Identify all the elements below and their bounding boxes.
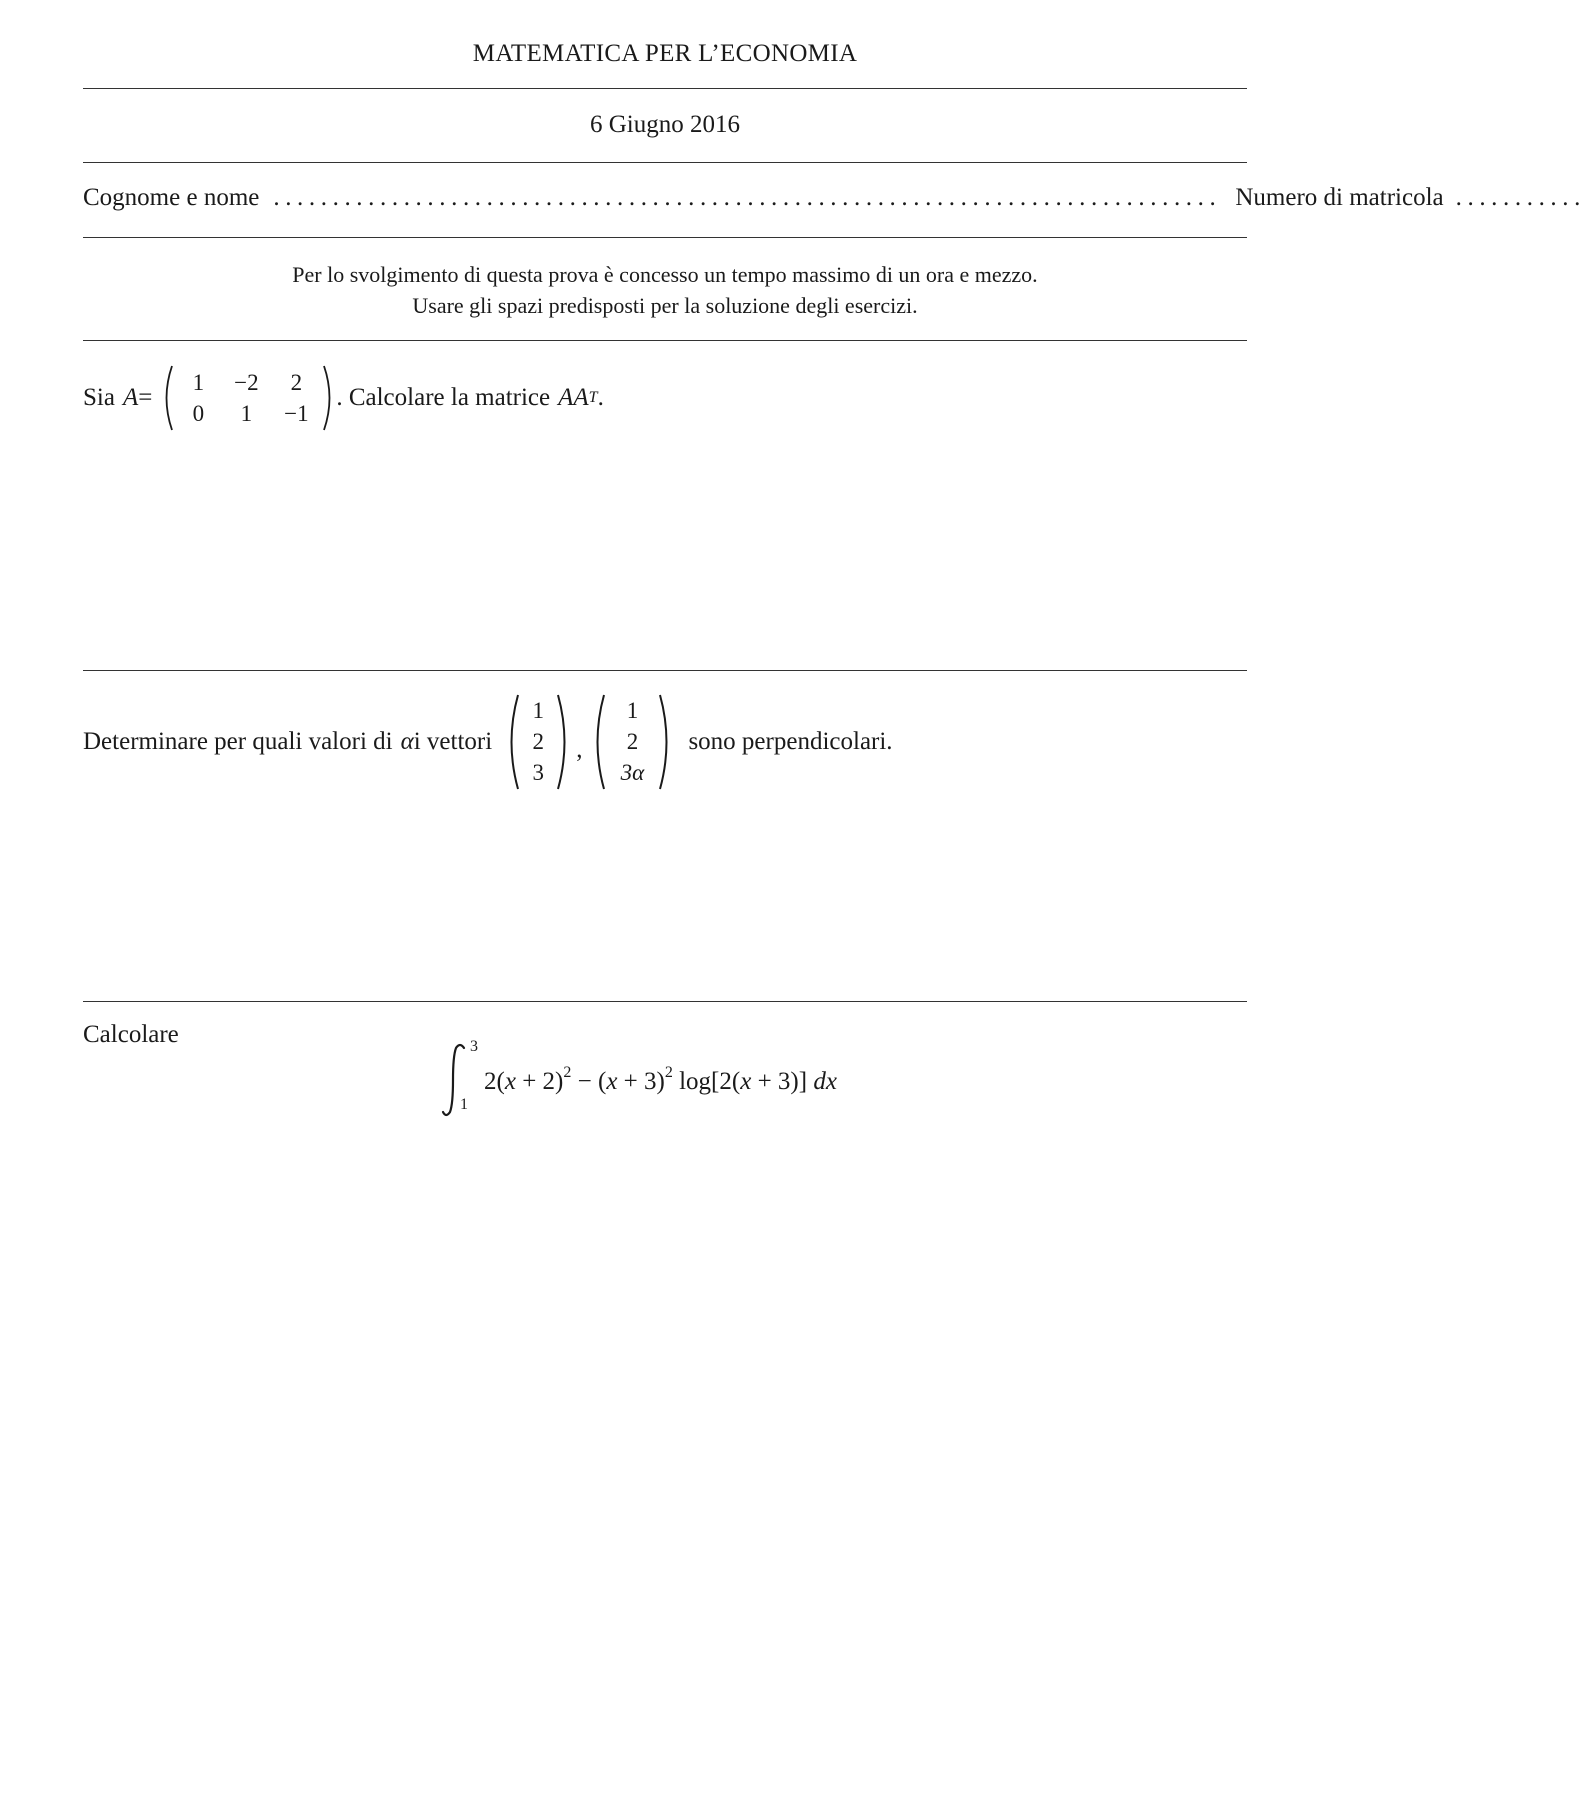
integrand-var: x xyxy=(504,1068,516,1095)
ex2-prefix: Determinare per quali valori di xyxy=(83,728,393,755)
ex1-right-paren xyxy=(322,364,336,432)
vector-cell: 3α xyxy=(620,760,645,785)
ex1-equals: = xyxy=(138,384,153,411)
student-info-row xyxy=(83,184,1586,216)
exam-date: 6 Giugno 2016 xyxy=(590,111,740,138)
name-label: Cognome e nome xyxy=(83,184,260,211)
vector-2 xyxy=(606,696,658,789)
name-field[interactable]: ................................................................................ xyxy=(273,184,1222,211)
vector-1 xyxy=(520,696,556,789)
vector-cell: 2 xyxy=(626,729,639,754)
ex3-integral xyxy=(440,1040,837,1120)
matrix-cell: 0 xyxy=(192,400,205,426)
vec1-left-paren xyxy=(504,693,520,791)
ex2-mid: i vettori xyxy=(413,728,493,755)
ex1-instruction: . Calcolare la matrice xyxy=(336,384,551,411)
matrix-cell: 2 xyxy=(290,369,303,395)
integrand-var: x xyxy=(606,1068,618,1095)
exam-title: MATEMATICA PER L’ECONOMIA xyxy=(472,40,858,67)
matrix-cell: −2 xyxy=(234,369,259,395)
ex1-var-a: A xyxy=(122,384,139,411)
matrix-cell: 1 xyxy=(240,400,253,426)
exercise-1 xyxy=(83,362,604,434)
integrand xyxy=(484,1064,837,1096)
divider-4 xyxy=(83,340,1247,341)
matrix-cell: −1 xyxy=(284,400,309,426)
vector-cell: 1 xyxy=(626,698,639,723)
divider-6 xyxy=(83,1001,1247,1002)
divider-3 xyxy=(83,237,1247,238)
divider-2 xyxy=(83,162,1247,163)
vec1-right-paren xyxy=(556,693,572,791)
matrix-cell: 1 xyxy=(192,369,205,395)
ex1-transpose: T xyxy=(588,389,598,406)
instructions-line-1: Per lo svolgimento di questa prova è concesso un tempo massimo di un ora e mezzo. xyxy=(292,262,1038,287)
integrand-part: − ( xyxy=(571,1068,607,1095)
integral-sign-group xyxy=(440,1040,484,1120)
lower-limit: 1 xyxy=(460,1096,468,1113)
divider-5 xyxy=(83,670,1247,671)
exercise-2 xyxy=(83,690,893,794)
ex2-comma: , xyxy=(576,736,583,763)
integrand-dx: dx xyxy=(813,1068,837,1095)
integrand-exponent: 2 xyxy=(563,1064,572,1081)
ex1-prefix: Sia xyxy=(83,384,115,411)
divider-1 xyxy=(83,88,1247,89)
upper-limit: 3 xyxy=(470,1038,478,1055)
integrand-exponent: 2 xyxy=(664,1064,673,1081)
integrand-var: x xyxy=(740,1068,752,1095)
integrand-part: + 2) xyxy=(515,1068,564,1095)
vec2-left-paren xyxy=(590,693,606,791)
vector-cell: 2 xyxy=(532,729,544,754)
ex1-left-paren xyxy=(160,364,174,432)
integrand-part: + 3) xyxy=(617,1068,665,1095)
vector-cell: 3 xyxy=(532,760,544,785)
ex3-label: Calcolare xyxy=(83,1021,179,1048)
ex1-end: . xyxy=(597,384,604,411)
ex2-suffix: sono perpendicolari. xyxy=(688,728,893,755)
instructions-line-2: Usare gli spazi predisposti per la soluzione degli esercizi. xyxy=(412,293,918,318)
instructions xyxy=(83,259,1247,321)
matricola-field[interactable]: ........... xyxy=(1455,184,1586,211)
integrand-part: + 3)] xyxy=(751,1068,814,1095)
integrand-part: log[2( xyxy=(672,1068,741,1095)
matricola-label: Numero di matricola xyxy=(1235,184,1444,211)
ex1-product: AA xyxy=(558,384,589,411)
vector-cell: 1 xyxy=(532,698,544,723)
vec2-right-paren xyxy=(658,693,674,791)
ex2-alpha: α xyxy=(400,728,414,755)
integrand-part: 2( xyxy=(484,1068,505,1095)
ex1-matrix xyxy=(174,367,322,429)
